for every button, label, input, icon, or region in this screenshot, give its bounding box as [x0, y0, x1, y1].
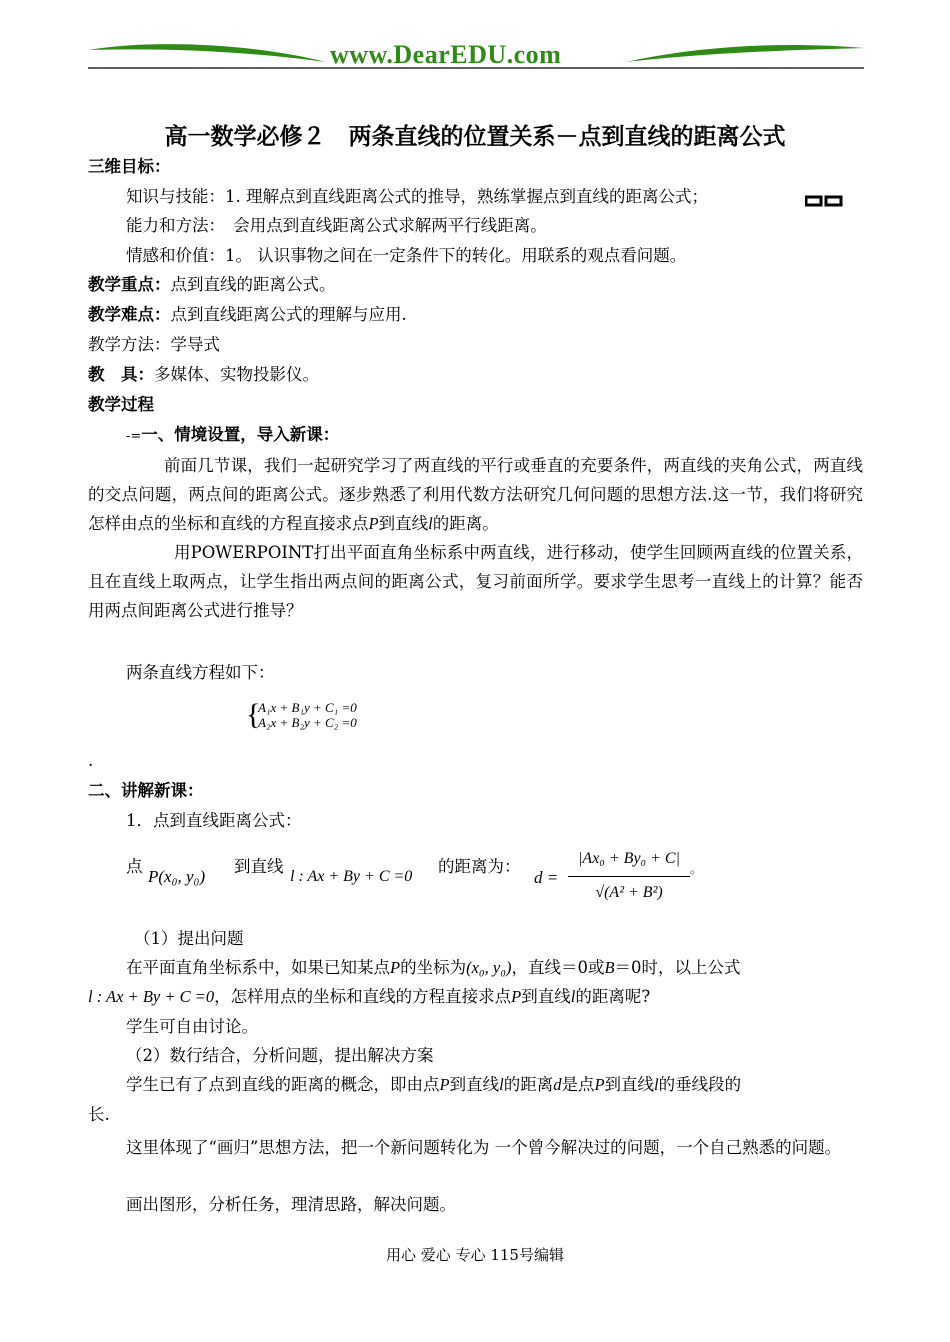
fraction-bar: [568, 876, 690, 877]
stray-dot: .: [88, 751, 94, 770]
formula-point-label: 点: [126, 857, 143, 876]
formula-end: 。: [690, 862, 703, 876]
site-logo: www.DearEDU.com: [330, 40, 562, 69]
right-swoosh: [626, 45, 864, 62]
page-title: 高一数学必修２ 两条直线的位置关系－点到直线的距离公式: [164, 123, 786, 150]
equation-system: { A₁x + B₁y + C₁ =0 A₂x + B₂y + C₂ =0: [246, 698, 357, 731]
sub2-title: （2）数行结合，分析问题，提出解决方案: [126, 1046, 434, 1065]
goal-knowledge: 知识与技能：1. 理解点到直线距离公式的推导，熟练掌握点到直线的距离公式；: [126, 187, 708, 206]
broken-image-icon: [805, 195, 843, 207]
formula-d: d =: [534, 868, 559, 887]
equation-1: A₁x + B₁y + C₁ =0: [258, 700, 357, 715]
sub1-title: （1）提出问题: [134, 929, 244, 948]
key-point: 教学重点：点到直线的距离公式。: [88, 275, 336, 294]
formula-numerator: |Ax₀ + By₀ + C|: [578, 850, 680, 867]
formula-point: P(x₀, y₀): [148, 867, 206, 886]
discussion-note: 学生可自由讨论。: [126, 1017, 258, 1036]
analysis-line1: 学生已有了点到直线的距离的概念，即由点P到直线l的距离d是点P到直线l的垂线段的: [126, 1075, 742, 1094]
section1-paragraph1: 前面几节课，我们一起研究学习了两直线的平行或垂直的充要条件，两直线的夹角公式，两直线的交点问题，两点间的距离公式。逐步熟悉了利用代数方法研究几何问题的思想方法.这一节，我们将研究怎样由点的坐标和直线的方程直接求点P到直线l的距离。: [88, 456, 863, 533]
goal-ability: 能力和方法： 会用点到直线距离公式求解两平行线距离。: [126, 216, 547, 235]
section2-heading: 二、讲解新课：: [88, 781, 204, 800]
transformation-paragraph: 这里体现了“画归”思想方法，把一个新问题转化为 一个曾今解决过的问题，一个自己熟悉的问题。: [126, 1138, 842, 1157]
solve-paragraph: 画出图形，分析任务，理清思路，解决问题。: [126, 1195, 456, 1214]
formula-denominator: √(A² + B²): [595, 884, 663, 901]
goal-emotion: 情感和价值：1。 认识事物之间在一定条件下的转化。用联系的观点看问题。: [126, 246, 687, 265]
equations-intro: 两条直线方程如下：: [126, 663, 275, 682]
item1-title: 1．点到直线距离公式：: [126, 811, 302, 830]
formula-line: l : Ax + By + C =0: [290, 868, 413, 885]
equation-2: A₂x + B₂y + C₂ =0: [258, 715, 357, 730]
analysis-line2: 长.: [88, 1105, 110, 1124]
formula-to-line: 到直线: [234, 857, 284, 876]
process-heading: 教学过程: [88, 395, 154, 414]
left-swoosh: [88, 44, 326, 62]
difficulty: 教学难点：点到直线距离公式的理解与应用.: [88, 305, 407, 324]
page-footer: 用心 爱心 专心 115号编辑: [386, 1246, 564, 1264]
section1-heading: -=一、情境设置，导入新课：: [126, 425, 340, 444]
teaching-tools: 教 具：多媒体、实物投影仪。: [88, 365, 319, 384]
teaching-method: 教学方法：学导式: [88, 335, 220, 354]
section1-paragraph2: 用POWERPOINT打出平面直角坐标系中两直线，进行移动，使学生回顾两直线的位置关系，且在直线上取两点，让学生指出两点间的距离公式，复习前面所学。要求学生思考一直线上的计算？能否用两点间距离公式进行推导？: [88, 543, 863, 620]
formula-dist-label: 的距离为：: [438, 857, 521, 876]
goals-heading: 三维目标：: [88, 157, 171, 176]
question-line1: 在平面直角坐标系中，如果已知某点P的坐标为(x₀, y₀)，直线＝0或B＝0时，以上公式: [126, 958, 741, 977]
question-line2: l : Ax + By + C =0，怎样用点的坐标和直线的方程直接求点P到直线l的距离呢?: [88, 987, 651, 1006]
